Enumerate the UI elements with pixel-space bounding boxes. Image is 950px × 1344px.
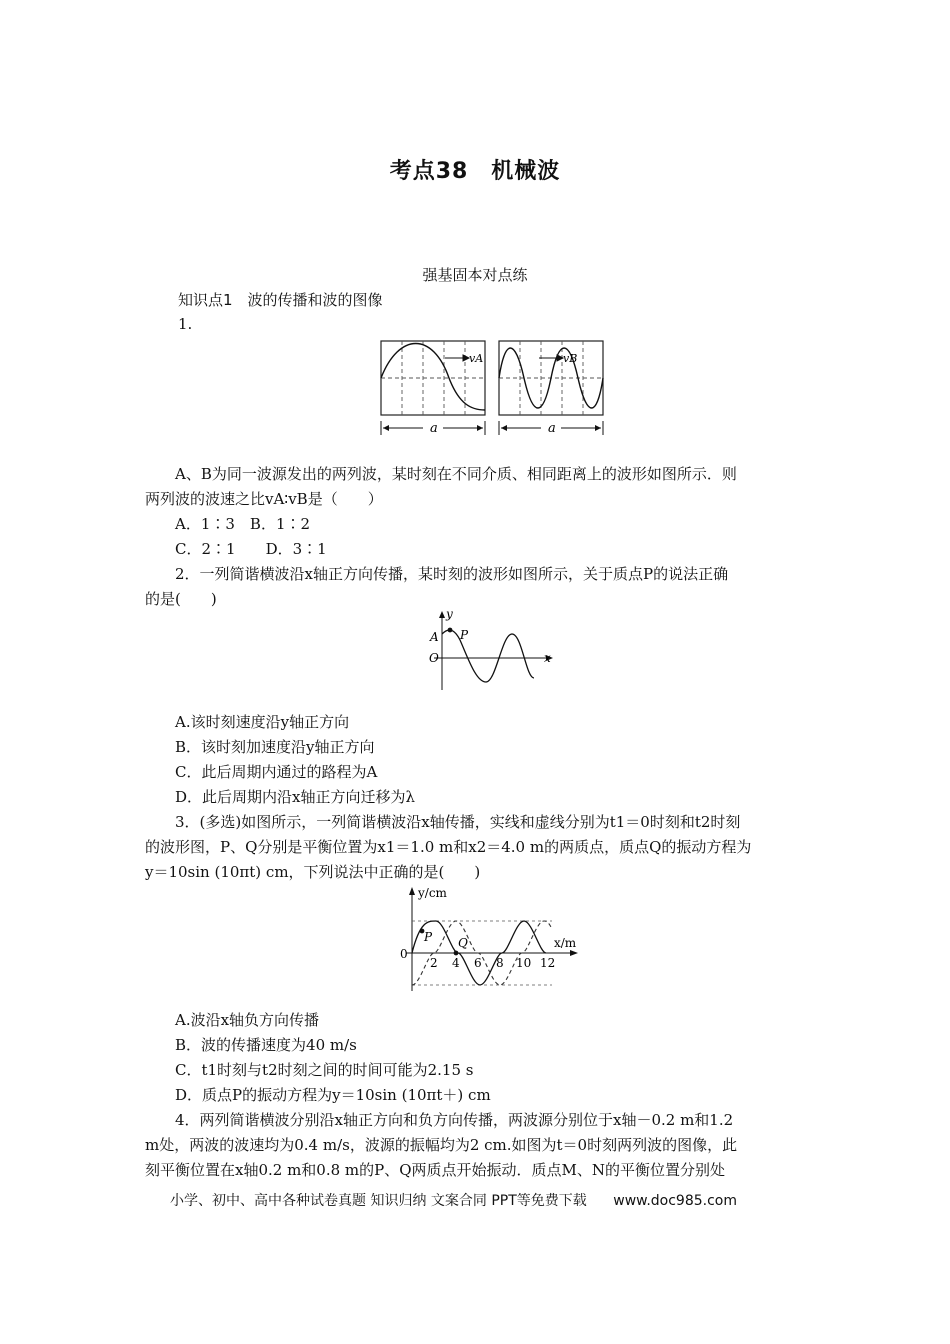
q1-waveform-figure [375, 338, 607, 438]
velocity-b-label: vB [563, 352, 578, 365]
footer-url-link[interactable]: www.doc985.com [613, 1193, 737, 1209]
section-title: 强基固本对点练 [422, 266, 528, 284]
question-2-option-d: D．此后周期内沿x轴正方向迁移为λ [175, 788, 415, 806]
question-2-option-b: B．该时刻加速度沿y轴正方向 [175, 738, 375, 756]
amplitude-label: A [430, 630, 439, 644]
question-2-stem-cont: 的是( ) [145, 590, 217, 608]
question-3-option-b: B．波的传播速度为40 m/s [175, 1036, 357, 1054]
question-1-stem-cont: 两列波的波速之比vA∶vB是（ ） [145, 490, 383, 508]
question-4-stem-cont-2: 刻平衡位置在x轴0.2 m和0.8 m的P、Q两质点开始振动．质点M、N的平衡位置分别处 [145, 1161, 726, 1179]
page-title: 考点38 机械波 [389, 159, 561, 184]
question-3-stem-cont-2: y＝10sin (10πt) cm，下列说法中正确的是( ) [145, 863, 481, 881]
x-axis-label: x [544, 651, 551, 665]
question-3-option-a: A.波沿x轴负方向传播 [175, 1011, 320, 1029]
point-p-label: P [424, 930, 433, 944]
distance-label-a: a [430, 421, 438, 436]
question-2-option-a: A.该时刻速度沿y轴正方向 [175, 713, 350, 731]
question-3-stem: 3．(多选)如图所示，一列简谐横波沿x轴传播，实线和虚线分别为t1＝0时刻和t2时刻 [175, 813, 741, 831]
knowledge-point-heading: 知识点1 波的传播和波的图像 [178, 291, 383, 309]
point-q-marker [454, 951, 459, 956]
question-3-option-d: D．质点P的振动方程为y＝10sin (10πt＋) cm [175, 1086, 491, 1104]
point-p-label: P [460, 628, 469, 642]
question-4-stem-cont: m处，两波的波速均为0.4 m/s，波源的振幅均为2 cm.如图为t＝0时刻两列波的图像，此 [145, 1136, 738, 1154]
tick-label: 4 [452, 956, 460, 970]
question-1-options-cd: C．2∶1 D．3∶1 [175, 540, 327, 558]
origin-label: O [429, 651, 439, 665]
page-footer [170, 1190, 810, 1210]
tick-label: 6 [474, 956, 482, 970]
question-1-number: 1. [178, 315, 193, 333]
question-1-stem: A、B为同一波源发出的两列波，某时刻在不同介质、相同距离上的波形如图所示．则 [175, 465, 737, 483]
q2-waveform-figure [424, 610, 560, 694]
y-axis-label: y/cm [418, 886, 447, 900]
point-p-marker [448, 628, 453, 633]
tick-label: 8 [496, 956, 504, 970]
question-3-stem-cont: 的波形图，P、Q分别是平衡位置为x1＝1.0 m和x2＝4.0 m的两质点，质点Q的振动方程为 [145, 838, 752, 856]
question-1-options-ab: A．1∶3 B．1∶2 [175, 515, 311, 533]
origin-label: 0 [400, 947, 408, 961]
question-2-stem: 2．一列简谐横波沿x轴正方向传播，某时刻的波形如图所示，关于质点P的说法正确 [175, 565, 729, 583]
question-3-option-c: C．t1时刻与t2时刻之间的时间可能为2.15 s [175, 1061, 474, 1079]
q2-wave-curve [442, 630, 534, 682]
tick-label: 2 [430, 956, 438, 970]
velocity-a-label: vA [469, 352, 484, 365]
question-2-option-c: C．此后周期内通过的路程为A [175, 763, 378, 781]
question-4-stem: 4．两列简谐横波分别沿x轴正方向和负方向传播，两波源分别位于x轴－0.2 m和1.2 [175, 1111, 734, 1129]
tick-label: 12 [540, 956, 556, 970]
x-axis-label: x/m [554, 936, 577, 950]
distance-label-b: a [548, 421, 556, 436]
q3-waveform-figure [392, 885, 588, 995]
y-axis-label: y [446, 610, 453, 621]
footer-text: 小学、初中、高中各种试卷真题 知识归纳 文案合同 PPT等免费下载 [170, 1193, 587, 1209]
point-q-label: Q [458, 936, 468, 950]
tick-label: 10 [516, 956, 532, 970]
